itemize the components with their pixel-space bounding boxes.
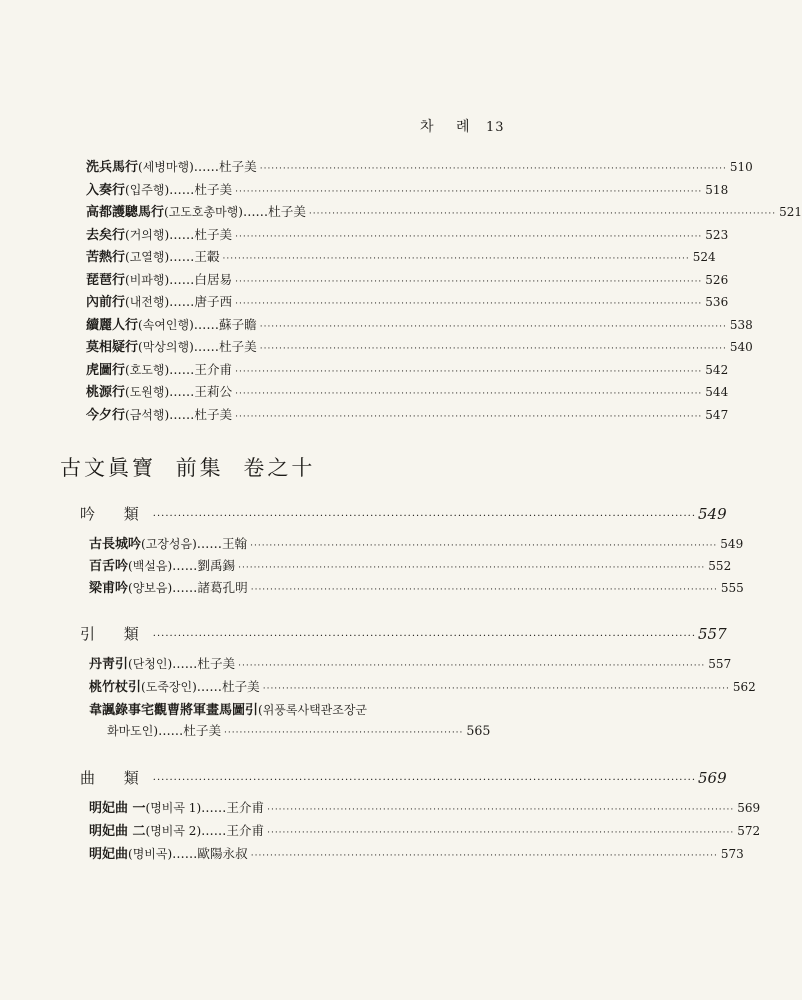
entry-page: 549: [720, 537, 744, 551]
entry-author: ……杜子美: [169, 406, 233, 422]
leader-dots: [235, 271, 702, 293]
leader-dots: [235, 181, 702, 203]
toc-entry[interactable]: [89, 653, 732, 675]
entry-page: 510: [729, 160, 753, 174]
running-head-title: 차 례: [420, 119, 479, 135]
entry-korean: (단청인): [128, 657, 173, 671]
toc-entry[interactable]: [86, 336, 753, 358]
entry-page: 562: [732, 680, 756, 694]
leader-dots: [260, 338, 727, 360]
leader-dots: [251, 579, 718, 601]
entry-korean: (내전행): [125, 295, 170, 309]
category-name: 吟 類: [80, 505, 151, 523]
entry-korean: (도죽장인): [141, 680, 197, 694]
entry-page: 557: [708, 657, 732, 671]
entry-author: ……王介甫: [169, 361, 233, 377]
entry-author: ……歐陽永叔: [172, 846, 248, 861]
entry-page: 569: [737, 801, 761, 815]
entry-page: 572: [737, 824, 761, 838]
entry-title: 虎圖行: [86, 362, 126, 378]
entry-page: 555: [720, 581, 744, 595]
entry-author: ……白居易: [169, 271, 233, 287]
leader-dots: [251, 845, 718, 867]
toc-entry[interactable]: [86, 314, 753, 336]
entry-korean: (막상의행): [138, 340, 194, 354]
leader-dots: [153, 631, 696, 642]
entry-author: ……杜子美: [169, 226, 233, 242]
toc-entry[interactable]: [86, 201, 802, 223]
entry-page: 573: [720, 847, 744, 861]
leader-dots: [235, 226, 702, 248]
entry-title: 琵琶行: [86, 272, 126, 288]
entry-author: ……劉禹錫: [172, 558, 236, 573]
entry-korean: (고장성음): [141, 537, 197, 551]
entry-page: 565: [466, 723, 491, 738]
leader-dots: [235, 361, 702, 383]
entry-title: 莫相疑行: [86, 340, 139, 355]
entry-korean: (속여인행): [138, 317, 194, 332]
entry-author: ……王翰: [196, 536, 248, 551]
entry-korean-continuation: 화마도인): [107, 724, 159, 738]
entry-author: ……唐子西: [169, 294, 233, 309]
toc-entry[interactable]: [89, 577, 744, 599]
entry-korean: (명비곡 2): [145, 824, 202, 838]
entry-title: 桃源行: [86, 385, 126, 400]
toc-entry-long[interactable]: [89, 699, 449, 721]
entry-page: 540: [729, 340, 753, 354]
entry-page: 521: [779, 205, 802, 219]
entry-page: 552: [708, 559, 732, 573]
entry-author: ……王介甫: [201, 823, 265, 838]
entry-page: 526: [705, 272, 729, 287]
entry-title: 百舌吟: [89, 559, 129, 574]
leader-dots: [235, 383, 702, 405]
entry-title: 明妃曲: [89, 847, 129, 862]
entry-korean: (위풍록사택관조장군: [258, 703, 368, 717]
entry-korean: (금석행): [125, 407, 170, 422]
category-heading[interactable]: [80, 767, 727, 791]
running-head: [420, 116, 540, 136]
entry-title: 明妃曲 二: [89, 824, 146, 839]
section-title: [60, 452, 325, 482]
entry-korean: (백설음): [128, 559, 173, 573]
entry-title: 今夕行: [86, 407, 126, 423]
entry-author: ……杜子美: [193, 339, 257, 354]
entry-author: ……王莉公: [169, 384, 233, 399]
running-head-page-number: 13: [485, 120, 505, 135]
entry-author: ……杜子美: [242, 204, 306, 219]
entry-title: 洗兵馬行: [86, 160, 139, 175]
toc-entry[interactable]: [86, 404, 729, 426]
toc-entry[interactable]: [89, 797, 761, 819]
entry-author: ……王介甫: [201, 800, 265, 815]
entry-title: 高都護驄馬行: [86, 205, 165, 220]
entry-title: 丹靑引: [89, 657, 129, 672]
toc-entry[interactable]: [86, 179, 729, 201]
entry-title: 韋諷錄事宅觀曹將軍畫馬圖引: [89, 703, 259, 718]
category-heading[interactable]: [80, 623, 727, 647]
entry-title: 去矣行: [86, 227, 126, 243]
leader-dots: [235, 293, 702, 315]
leader-dots: [238, 655, 705, 677]
toc-entry[interactable]: [89, 533, 744, 555]
entry-korean: (입주행): [125, 182, 170, 197]
entry-page: 542: [705, 362, 729, 377]
leader-dots: ······························································: [224, 728, 464, 738]
toc-entry[interactable]: [86, 156, 753, 178]
entry-title: 內前行: [86, 295, 126, 310]
entry-korean: (고열행): [125, 250, 170, 264]
category-name: 引 類: [80, 625, 151, 643]
toc-entry[interactable]: [86, 224, 729, 246]
leader-dots: [223, 248, 690, 270]
category-heading[interactable]: [80, 503, 727, 527]
entry-korean: (명비곡): [128, 847, 173, 861]
toc-entry[interactable]: [86, 381, 729, 403]
entry-author: ……杜子美: [193, 159, 257, 174]
toc-entry[interactable]: [86, 359, 729, 381]
toc-entry[interactable]: [89, 843, 744, 865]
category-page: 569: [698, 769, 727, 787]
leader-dots: [238, 557, 705, 579]
leader-dots: [267, 799, 734, 821]
entry-author: ……蘇子瞻: [193, 316, 257, 332]
toc-entry[interactable]: [86, 291, 729, 313]
entry-title: 入奏行: [86, 182, 126, 198]
category-name: 曲 類: [80, 769, 151, 787]
entry-korean: (호도행): [125, 362, 170, 377]
entry-page: 523: [705, 227, 729, 242]
section-title-volume: 卷之十: [243, 456, 316, 480]
entry-title: 明妃曲 一: [89, 801, 146, 816]
entry-title: 續麗人行: [86, 317, 139, 333]
section-title-collection: 前集: [175, 456, 224, 480]
toc-entry[interactable]: [89, 820, 761, 842]
leader-dots: [153, 511, 696, 522]
section-title-book: 古文眞寶: [60, 456, 156, 480]
leader-dots: [260, 158, 727, 180]
toc-entry[interactable]: [86, 246, 716, 268]
entry-page: 536: [705, 295, 729, 309]
entry-title: 梁甫吟: [89, 581, 129, 596]
toc-entry-continuation[interactable]: [107, 720, 491, 744]
leader-dots: [267, 822, 734, 844]
entry-korean: (양보음): [128, 581, 173, 595]
entry-page: 518: [705, 182, 729, 197]
toc-entry[interactable]: [89, 555, 732, 577]
entry-title: 古長城吟: [89, 537, 142, 552]
category-page: 549: [698, 505, 727, 523]
leader-dots: [309, 203, 776, 225]
toc-entry[interactable]: [89, 676, 756, 698]
leader-dots: [153, 775, 696, 786]
entry-korean: (비파행): [125, 272, 170, 287]
entry-korean: (도원행): [125, 385, 170, 399]
entry-author: ……諸葛孔明: [172, 580, 248, 595]
entry-page: 538: [729, 317, 753, 332]
category-page: 557: [698, 625, 727, 643]
leader-dots: [250, 535, 717, 557]
entry-title: 苦熱行: [86, 250, 126, 265]
entry-page: 544: [705, 385, 729, 399]
entry-title: 桃竹杖引: [89, 680, 142, 695]
entry-author: ……杜子美: [169, 181, 233, 197]
entry-author: ……杜子美: [196, 679, 260, 694]
entry-korean: (거의행): [125, 227, 170, 242]
entry-page: 524: [692, 250, 716, 264]
entry-korean: (명비곡 1): [145, 801, 202, 815]
entry-korean: (고도호총마행): [164, 205, 243, 219]
entry-page: 547: [705, 407, 729, 422]
entry-author: ……杜子美: [172, 656, 236, 671]
leader-dots: [235, 406, 702, 428]
leader-dots: [263, 678, 730, 700]
entry-author: ……王轂: [169, 249, 220, 264]
leader-dots: [260, 316, 727, 338]
toc-entry[interactable]: [86, 269, 729, 291]
entry-korean: (세병마행): [138, 160, 194, 174]
entry-author: ……杜子美: [158, 723, 222, 738]
